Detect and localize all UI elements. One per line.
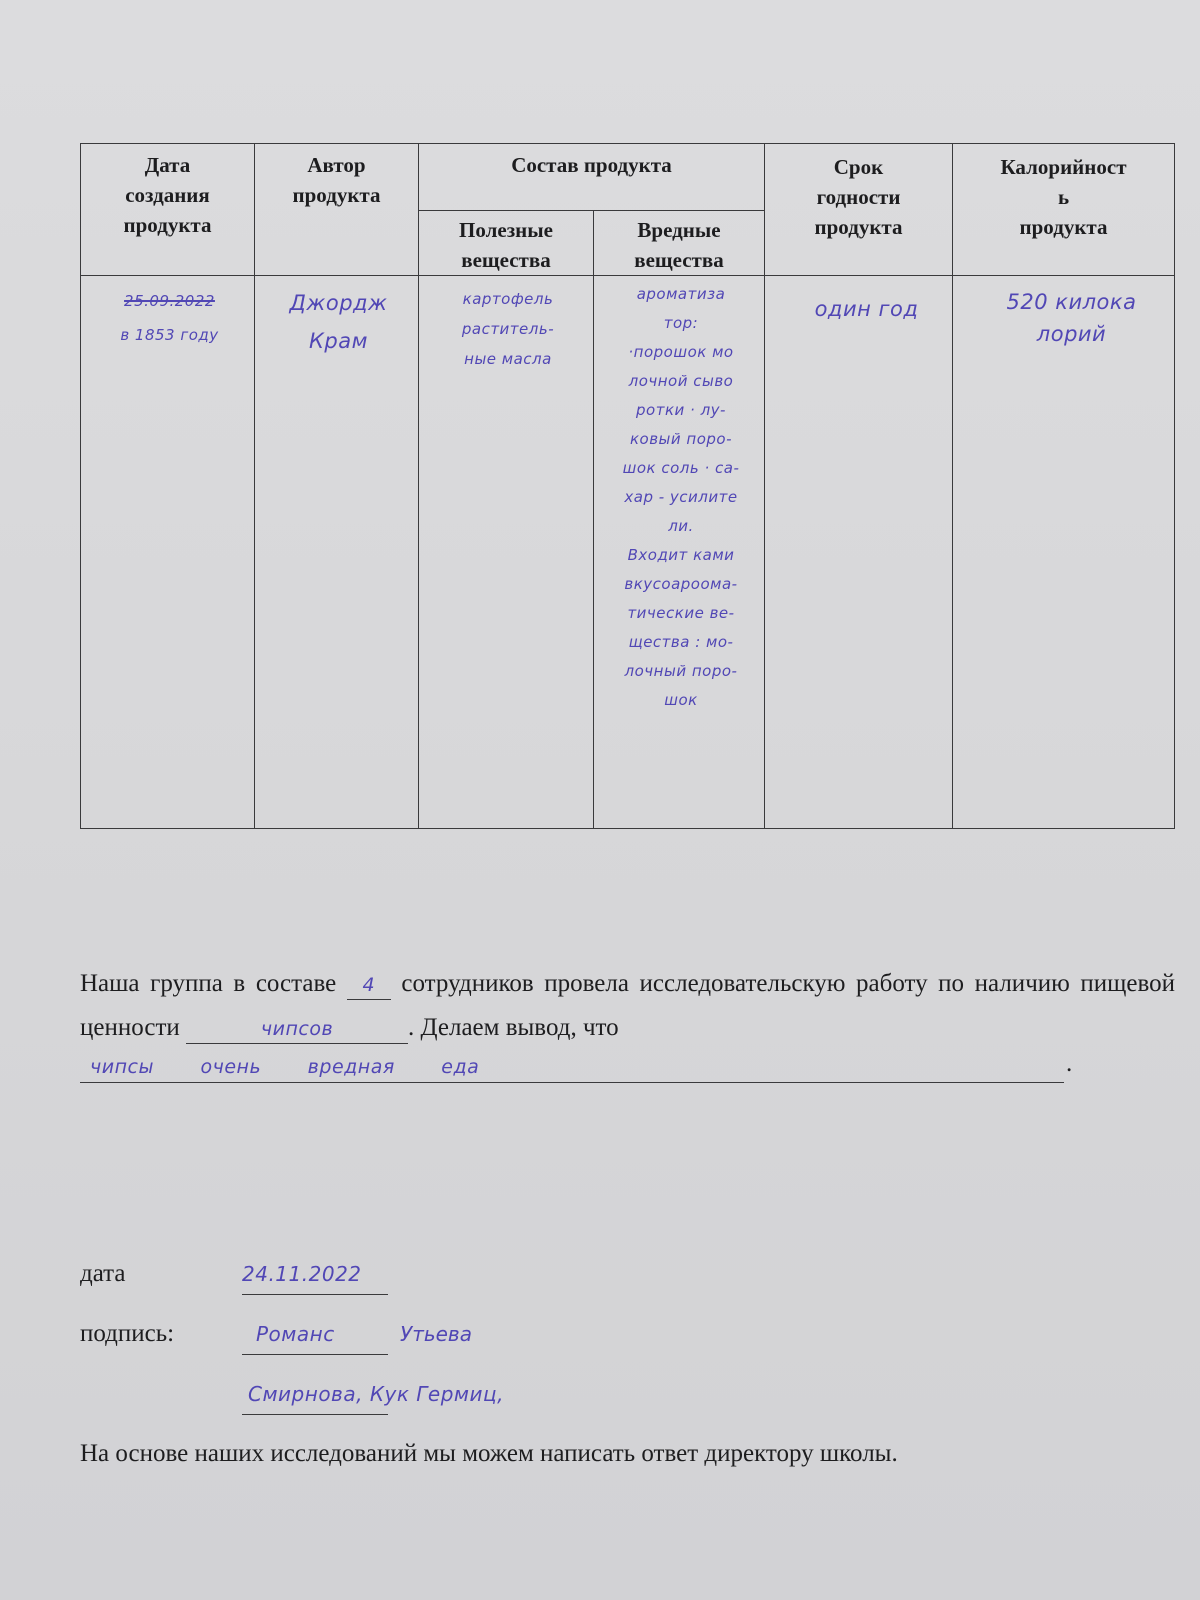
harmful-line: шок соль · са-	[622, 459, 740, 477]
harmful-line: ·порошок мо	[628, 343, 734, 361]
harmful-line: вкусоароома-	[624, 575, 738, 593]
cell-calories: 520 килока лорий	[953, 276, 1175, 829]
harmful-line: ротки · лу-	[636, 401, 726, 419]
harmful-line: Входит ками	[627, 546, 735, 564]
header-shelf-life: Срок годности продукта	[765, 144, 953, 276]
signature-extra: Утьева	[400, 1322, 472, 1346]
signature-field-1[interactable]: Романс	[242, 1320, 388, 1355]
harmful-line: щества : мо-	[628, 633, 734, 651]
conclusion-paragraph: Наша группа в составе 4 сотрудников провела исследовательскую работу по наличию пищевой ценности чипсов . Делаем вывод, что	[80, 962, 1175, 1050]
harmful-line: лочной сыво	[628, 372, 734, 390]
header-calories: Калорийност ь продукта	[953, 144, 1175, 276]
header-author: Автор продукта	[255, 144, 419, 276]
conclusion-field[interactable]: чипсы очень вредная еда	[80, 1052, 1064, 1083]
signature-label: подпись:	[80, 1320, 175, 1347]
header-date: Дата создания продукта	[81, 144, 255, 276]
harmful-line: тор:	[663, 314, 699, 332]
header-composition: Состав продукта	[419, 144, 765, 211]
cell-useful: картофель раститель- ные масла	[419, 276, 594, 829]
cell-date	[81, 276, 255, 829]
final-statement: На основе наших исследований мы можем написать ответ директору школы.	[80, 1440, 898, 1467]
harmful-line: ли.	[668, 517, 694, 535]
cell-author: Джордж Крам	[255, 276, 419, 829]
creation-date: в 1853 году	[120, 326, 219, 344]
struck-date: 25.09.2022	[124, 292, 215, 310]
period: .	[1066, 1050, 1073, 1077]
cell-harmful	[594, 276, 765, 829]
harmful-line: ковый поро-	[629, 430, 733, 448]
date-label: дата	[80, 1260, 126, 1287]
signature-field-2[interactable]: Смирнова, Кук Гермиц,	[242, 1380, 388, 1415]
subject-field[interactable]: чипсов	[186, 1014, 408, 1044]
harmful-line: лочный поро-	[624, 662, 738, 680]
harmful-line: шок	[664, 691, 698, 709]
harmful-line: хар - усилите	[624, 488, 738, 506]
harmful-line: ароматиза	[636, 285, 726, 303]
cell-shelf-life: один год	[765, 276, 953, 829]
product-table	[80, 143, 1175, 829]
header-harmful: Вредные вещества	[594, 211, 765, 276]
group-count-field[interactable]: 4	[347, 970, 391, 1000]
date-field[interactable]: 24.11.2022	[242, 1260, 388, 1295]
header-useful: Полезные вещества	[419, 211, 594, 276]
harmful-line: тические ве-	[627, 604, 735, 622]
